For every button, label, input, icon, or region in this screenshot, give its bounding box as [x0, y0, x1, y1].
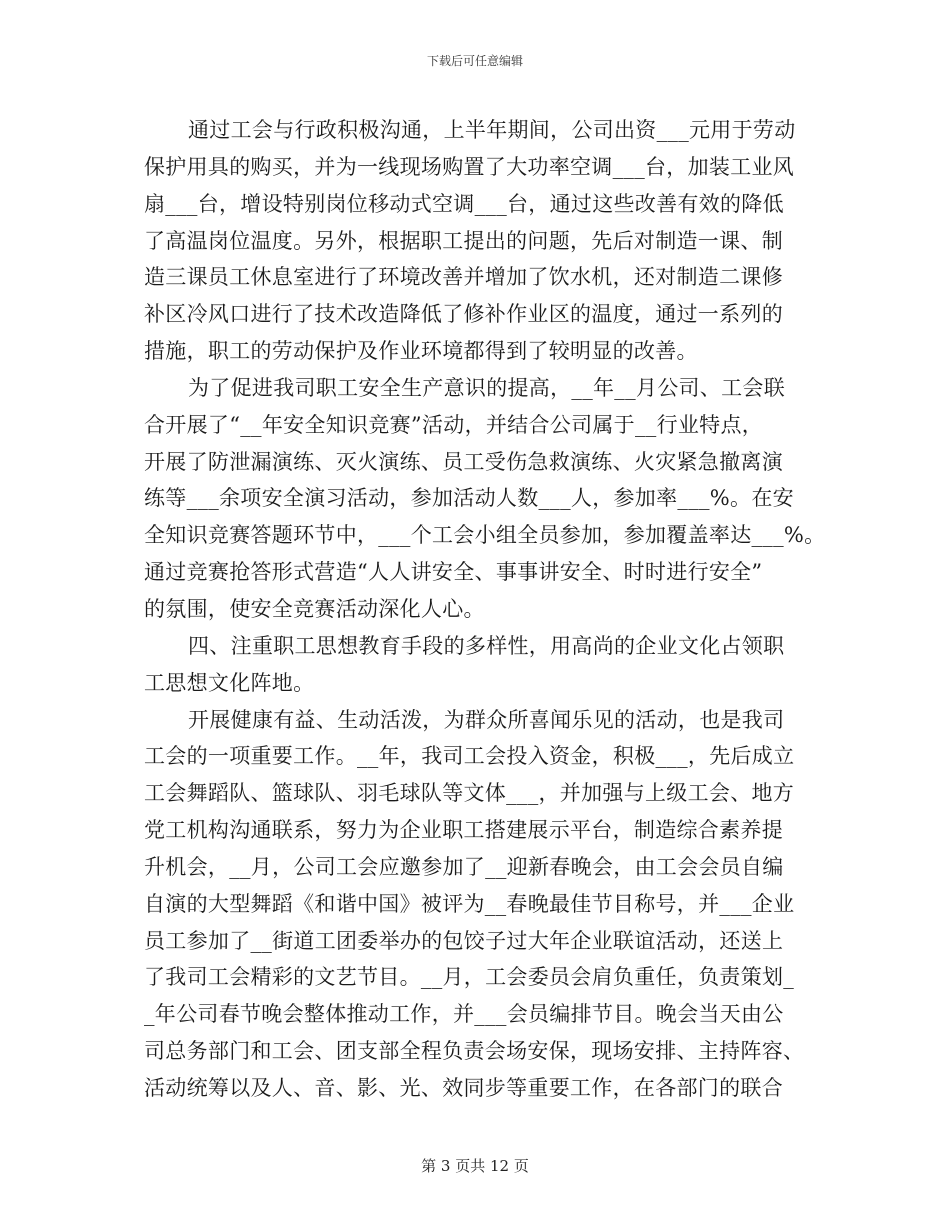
text-line: 措施，职工的劳动保护及作业环境都得到了较明显的改善。 — [144, 339, 698, 364]
text-line: 通过工会与行政积极沟通，上半年期间，公司出资___元用于劳动 — [188, 118, 796, 142]
text-line: 员工参加了__街道工团委举办的包饺子过大年企业联谊活动，还送上 — [144, 928, 784, 953]
text-line: 了我司工会精彩的文艺节目。__月，工会委员会肩负重任，负责策划_ — [144, 965, 795, 990]
section-heading-line: 工思想文化阵地。 — [144, 670, 315, 695]
text-line: 的氛围，使安全竞赛活动深化人心。 — [144, 596, 485, 621]
text-line: 全知识竞赛答题环节中，___个工会小组全员参加，参加覆盖率达___%。 — [144, 523, 826, 548]
text-line: 为了促进我司职工安全生产意识的提高，__年__月公司、工会联 — [188, 375, 785, 400]
text-line: 了高温岗位温度。另外，根据职工提出的问题，先后对制造一课、制 — [144, 228, 783, 253]
text-line: 工会舞蹈队、篮球队、羽毛球队等文体___，并加强与上级工会、地方 — [144, 781, 795, 806]
text-line: 保护用具的购买，并为一线现场购置了大功率空调___台，加装工业风 — [144, 154, 795, 179]
text-line: 工会的一项重要工作。__年，我司工会投入资金，积极___，先后成立 — [144, 744, 795, 769]
text-line: 活动统筹以及人、音、影、光、效同步等重要工作，在各部门的联合 — [144, 1075, 783, 1100]
text-line: 通过竞赛抢答形式营造“人人讲安全、事事讲安全、时时进行安全” — [144, 560, 763, 585]
text-line: _年公司春节晚会整体推动工作，并___会员编排节目。晚会当天由公 — [144, 1002, 784, 1027]
text-line: 练等___余项安全演习活动，参加活动人数___人，参加率___%。在安 — [144, 486, 794, 511]
document-body — [144, 112, 826, 1107]
text-line: 党工机构沟通联系，努力为企业职工搭建展示平台，制造综合素养提 — [144, 818, 783, 843]
page-footer: 第 3 页共 12 页 — [421, 1157, 529, 1175]
text-line: 开展健康有益、生动活泼，为群众所喜闻乐见的活动，也是我司 — [188, 707, 785, 732]
section-heading-line: 四、注重职工思想教育手段的多样性，用高尚的企业文化占领职 — [188, 633, 785, 658]
text-line: 司总务部门和工会、团支部全程负责会场安保，现场安排、主持阵容、 — [144, 1039, 805, 1064]
text-line: 扇___台，增设特别岗位移动式空调___台，通过这些改善有效的降低 — [144, 191, 784, 216]
text-line: 补区冷风口进行了技术改造降低了修补作业区的温度，通过一系列的 — [144, 302, 783, 327]
text-line: 开展了防泄漏演练、灭火演练、员工受伤急救演练、火灾紧急撤离演 — [144, 449, 783, 474]
text-line: 造三课员工休息室进行了环境改善并增加了饮水机，还对制造二课修 — [144, 265, 783, 290]
text-line: 升机会，__月，公司工会应邀参加了__迎新春晚会，由工会会员自编 — [144, 854, 784, 879]
text-line: 合开展了“__年安全知识竞赛”活动，并结合公司属于__行业特点， — [144, 412, 764, 437]
page-header: 下载后可任意编辑 — [426, 54, 523, 68]
text-line: 自演的大型舞蹈《和谐中国》被评为__春晚最佳节目称号，并___企业 — [144, 891, 795, 916]
